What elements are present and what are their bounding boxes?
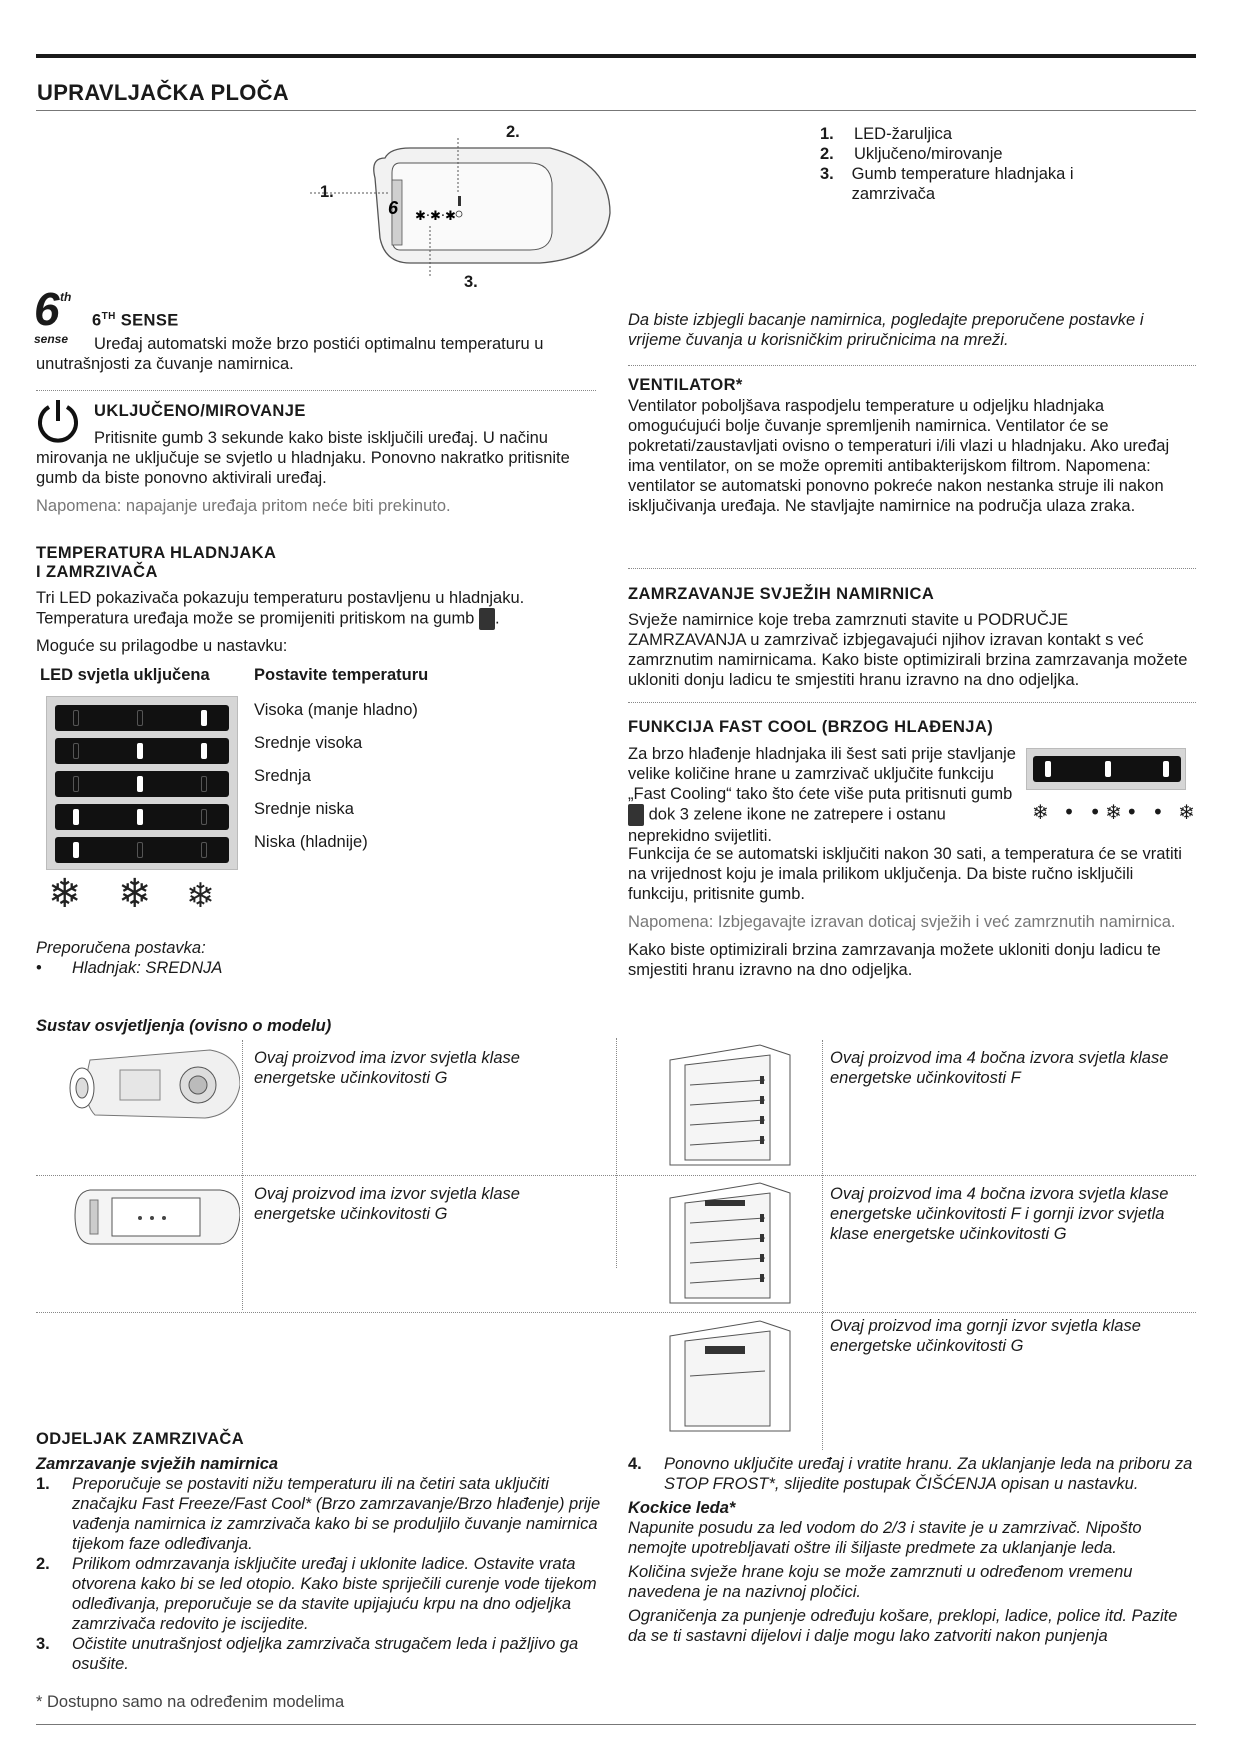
lighting-item-3: Ovaj proizvod ima izvor svjetla klase energetske učinkovitosti G [254, 1185, 520, 1223]
temperature-text-2: Moguće su prilagodbe u nastavku: [36, 637, 288, 655]
temperature-settings-list [254, 700, 418, 865]
fridge-side-top-lights-image [660, 1178, 795, 1308]
fridge-side-lights-image [660, 1040, 795, 1170]
control-panel-diagram [300, 118, 630, 293]
recommend-value: Hladnjak: SREDNJA [72, 959, 223, 977]
onoff-note: Napomena: napajanje uređaja pritom neće biti prekinuto. [36, 497, 451, 515]
temperature-setting-label: Srednje niska [254, 800, 354, 818]
led-row [55, 738, 229, 764]
freezing-heading: ZAMRZAVANJE SVJEŽIH NAMIRNICA [628, 585, 935, 603]
snowflake-icon: ❄ [118, 871, 152, 917]
led-off [73, 710, 79, 726]
bottom-rule [36, 1724, 1196, 1725]
light-panel-image [70, 1180, 240, 1250]
ice-heading: Kockice leda* [628, 1499, 736, 1517]
sixth-sense-logo: 6 th sense [34, 283, 72, 346]
led-on [137, 743, 143, 759]
freezing-text: Svježe namirnice koje treba zamrznuti stavite u PODRUČJE ZAMRZAVANJA u zamrzivač izbjegavajući njihov izravan kontakt s već zamrznutim namirnicama. Kako biste optimizirali brzina zamrzavanja možete ukloniti donju ladicu te smjestiti hranu izravno na dno odjeljka. [628, 611, 1188, 689]
temperature-heading-2: I ZAMRZIVAČA [36, 563, 158, 581]
led-off [201, 809, 207, 825]
divider [628, 702, 1196, 703]
temperature-button-icon [479, 608, 495, 630]
led-row [55, 804, 229, 830]
led-off [201, 776, 207, 792]
lighting-item-4: Ovaj proizvod ima 4 bočna izvora svjetla klase energetske učinkovitosti F i gornji izvor svjetla klase energetske učinkovitosti G [830, 1185, 1169, 1243]
legend-item: 2. Uključeno/mirovanje [820, 145, 1003, 163]
led-off [137, 842, 143, 858]
temperature-setting-label: Niska (hladnije) [254, 833, 368, 851]
onoff-heading: UKLJUČENO/MIROVANJE [94, 402, 306, 420]
freezer-heading: ODJELJAK ZAMRZIVAČA [36, 1430, 245, 1448]
sixth-sense-text: Uređaj automatski može brzo postići optimalnu temperaturu u unutrašnjosti za čuvanje namirnica. [36, 335, 544, 373]
led-on [201, 743, 207, 759]
fastcool-text-1: Za brzo hlađenje hladnjaka ili šest sati prije stavljanje velike količine hrane u zamrzivač uključite funkciju „Fast Cooling“ tako što ćete više puta pritisnuti gumb dok 3 zelene ikone ne zatrepere i ostanu neprekidno svijetliti. [628, 745, 1016, 845]
freezer-step: 3. Očistite unutrašnjost odjeljka zamrzivača strugačem leda i pažljivo ga osušite. [36, 1635, 579, 1673]
fastcool-text-3: Kako biste optimizirali brzina zamrzavanja možete ukloniti donju ladicu te smjestiti hranu izravno na dno odjeljka. [628, 941, 1161, 979]
recommend-bullet: • [36, 959, 42, 977]
diagram-legend [820, 124, 1140, 204]
onoff-text: Pritisnite gumb 3 sekunde kako biste isključili uređaj. U načinu mirovanja ne uključuje se svjetlo u hladnjaku. Ponovno nakratko pritisnite gumb da biste ponovno aktivirali uređaj. [36, 429, 570, 487]
led-off [137, 710, 143, 726]
ice-text-2: Količina svježe hrane koju se može zamrznuti u određenom vremenu navedena je na nazivnoj pločici. [628, 1563, 1133, 1601]
ice-text-1: Napunite posudu za led vodom do 2/3 i stavite je u zamrzivač. Nipošto nemojte upotrebljavati oštre ili šiljaste predmete za uklanjanje leda. [628, 1519, 1142, 1557]
temperature-setting-label: Srednja [254, 767, 311, 785]
freezer-step: 1. Preporučuje se postaviti nižu temperaturu ili na četiri sata uključiti značajku Fast Freeze/Fast Cool* (Brzo zamrzavanje/Brzo hlađenje) prije vađenja namirnica iz zamrzivača kako bi se produljilo čuvanje namirnica tijekom faze odleđivanja. [36, 1475, 601, 1553]
snowflake-icon: ❄ [48, 871, 82, 917]
temperature-setting-label: Srednje visoka [254, 734, 363, 752]
callout-1: 1. [320, 183, 334, 201]
fastcool-led-panel [1026, 748, 1186, 790]
led-off [73, 743, 79, 759]
freezer-subheading: Zamrzavanje svježih namirnica [36, 1455, 279, 1473]
callout-3: 3. [464, 273, 478, 291]
led-row [55, 705, 229, 731]
divider [822, 1040, 823, 1450]
led-row [55, 771, 229, 797]
recommend-label: Preporučena postavka: [36, 939, 206, 957]
divider [616, 1038, 617, 1268]
led-off [73, 776, 79, 792]
divider [628, 568, 1196, 569]
fridge-top-light-image [660, 1316, 795, 1436]
ice-text-3: Ograničenja za punjenje određuju košare, preklopi, ladice, police itd. Pazite da se ti sastavni dijelovi i dalje mogu lako zatvoriti nakon punjenja [628, 1607, 1178, 1645]
freezer-step: 4. Ponovno uključite uređaj i vratite hranu. Za uklanjanje leda na priboru za STOP FROST*, slijedite postupak ČIŠĆENJA opisan u nastavku. [628, 1455, 1193, 1493]
page-title: UPRAVLJAČKA PLOČA [37, 80, 289, 105]
lighting-heading: Sustav osvjetljenja (ovisno o modelu) [36, 1017, 332, 1035]
fastcool-icons: ❄ • •❄• • ❄ [1032, 800, 1199, 824]
light-module-image [60, 1040, 240, 1130]
svg-text:6: 6 [388, 198, 399, 218]
col-led-header: LED svjetla uključena [40, 666, 210, 684]
lighting-item-5: Ovaj proizvod ima gornji izvor svjetla klase energetske učinkovitosti G [830, 1317, 1141, 1355]
svg-text:✱·✱·✱: ✱·✱·✱ [415, 209, 456, 224]
divider [242, 1040, 243, 1310]
lighting-item-2: Ovaj proizvod ima 4 bočna izvora svjetla klase energetske učinkovitosti F [830, 1049, 1169, 1087]
lighting-item-1: Ovaj proizvod ima izvor svjetla klase energetske učinkovitosti G [254, 1049, 520, 1087]
sixth-sense-heading: 6TH SENSE [92, 311, 179, 330]
legend-item: 3. Gumb temperature hladnjaka i zamrzivača [820, 165, 1074, 203]
temperature-heading-1: TEMPERATURA HLADNJAKA [36, 544, 277, 562]
divider [36, 390, 596, 391]
fastcool-heading: FUNKCIJA FAST COOL (BRZOG HLAĐENJA) [628, 718, 994, 736]
callout-2: 2. [506, 123, 520, 141]
legend-item: 1. LED-žaruljica [820, 125, 953, 143]
freezer-steps [36, 1474, 606, 1674]
temperature-setting-label: Visoka (manje hladno) [254, 701, 418, 719]
divider [628, 365, 1196, 366]
fastcool-button-icon [628, 804, 644, 826]
fastcool-note: Napomena: Izbjegavajte izravan doticaj svježih i već zamrznutih namirnica. [628, 913, 1176, 931]
led-on [201, 710, 207, 726]
ventilator-heading: VENTILATOR* [628, 376, 743, 394]
led-on [73, 842, 79, 858]
col-set-header: Postavite temperaturu [254, 666, 429, 684]
snowflake-icon: ❄ [186, 876, 215, 916]
led-on [137, 776, 143, 792]
led-indicator-panel [46, 696, 238, 870]
ventilator-text: Ventilator poboljšava raspodjelu temperature u odjeljku hladnjaka omogućujući bolje čuvanje spremljenih namirnica. Ventilator će se pokretati/zaustavljati ovisno o temperaturi i/ili vlazi u hladnjaku. Ako uređaj ima ventilator, on se može opremiti antibakterijskom filtrom. Napomena: ventilator se automatski ponovno pokreće nakon nestanka struje ili nakon isključivanja uređaja. Ne stavljajte namirnice na područja ulaza zraka. [628, 397, 1170, 515]
divider [36, 1175, 1196, 1176]
temperature-text: Tri LED pokazivača pokazuju temperaturu postavljenu u hladnjaku. Temperatura uređaja može se promijeniti pritiskom na gumb . [36, 588, 576, 630]
divider [36, 1312, 1196, 1313]
fastcool-text-2: Funkcija će se automatski isključiti nakon 30 sati, a temperatura će se vratiti na vrijednost koju je imala prilikom uključenja. Da biste ručno isključili funkciju, pritisnite gumb. [628, 845, 1182, 903]
top-rule [36, 54, 1196, 58]
freezer-step: 2. Prilikom odmrzavanja isključite uređaj i uklonite ladice. Ostavite vrata otvorena kako bi se led otopio. Kako biste spriječili curenje vode tijekom odleđivanja, preporučuje se da stavite upijajuću krpu na dno odjeljka zamrzivača redovito je iscijedite. [36, 1555, 597, 1633]
title-rule [36, 110, 1196, 111]
led-off [201, 842, 207, 858]
led-row [55, 837, 229, 863]
led-on [73, 809, 79, 825]
led-on [137, 809, 143, 825]
right-intro: Da biste izbjegli bacanje namirnica, pogledajte preporučene postavke i vrijeme čuvanja u korisničkim priručnicima na mreži. [628, 311, 1144, 349]
footnote: * Dostupno samo na određenim modelima [36, 1693, 345, 1711]
